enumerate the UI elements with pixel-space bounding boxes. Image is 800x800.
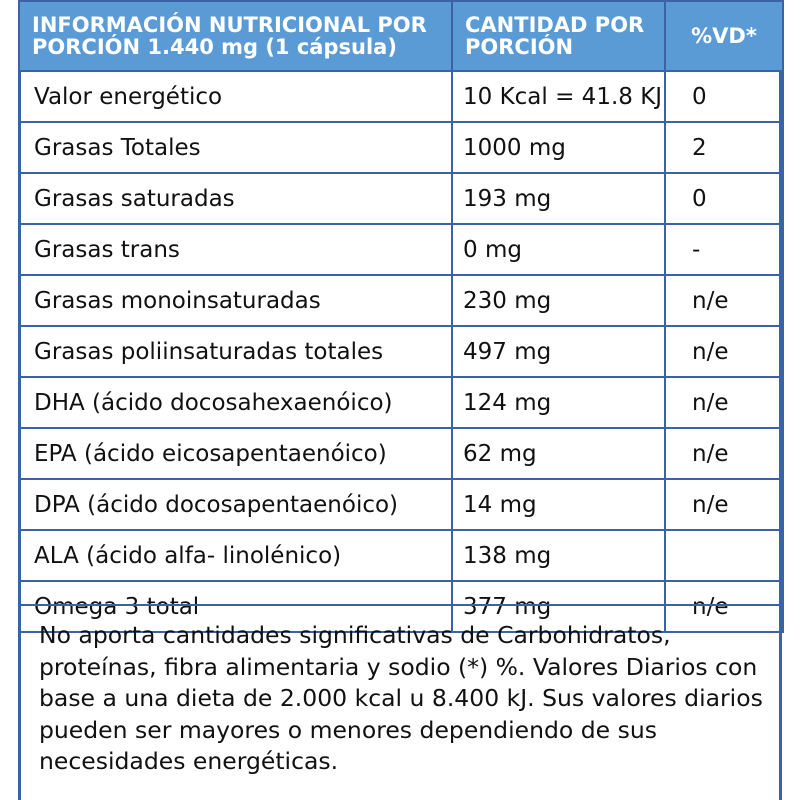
- table-row: [19, 326, 783, 377]
- table-row: [19, 173, 783, 224]
- header-amount-column: CANTIDAD POR PORCIÓN: [452, 1, 665, 71]
- nutrient-daily-value: n/e: [665, 479, 783, 530]
- nutrient-amount: 377 mg: [452, 581, 665, 632]
- nutrient-amount: 138 mg: [452, 530, 665, 581]
- table-row: [19, 530, 783, 581]
- header-nutrient-column: INFORMACIÓN NUTRICIONAL POR PORCIÓN 1.440 mg (1 cápsula): [19, 1, 452, 71]
- nutrient-name: Omega 3 total: [19, 581, 452, 632]
- nutrient-amount: 230 mg: [452, 275, 665, 326]
- nutrient-amount: 1000 mg: [452, 122, 665, 173]
- nutrient-name: Grasas monoinsaturadas: [19, 275, 452, 326]
- nutrient-amount: 124 mg: [452, 377, 665, 428]
- nutrient-daily-value: n/e: [665, 377, 783, 428]
- nutrient-daily-value: 2: [665, 122, 783, 173]
- nutrient-name: DHA (ácido docosahexaenóico): [19, 377, 452, 428]
- nutrient-name: ALA (ácido alfa- linolénico): [19, 530, 452, 581]
- nutrient-amount: 497 mg: [452, 326, 665, 377]
- nutrient-daily-value: 0: [665, 173, 783, 224]
- nutrient-daily-value: -: [665, 224, 783, 275]
- table-row: [19, 377, 783, 428]
- nutrient-daily-value: n/e: [665, 326, 783, 377]
- table-row: [19, 275, 783, 326]
- nutrient-amount: 0 mg: [452, 224, 665, 275]
- table-header-row: [19, 1, 783, 71]
- nutrient-name: Grasas trans: [19, 224, 452, 275]
- header-daily-value-column: %VD*: [665, 1, 783, 71]
- table-row: [19, 224, 783, 275]
- nutrient-daily-value: n/e: [665, 428, 783, 479]
- nutrient-daily-value: n/e: [665, 275, 783, 326]
- nutrient-amount: 193 mg: [452, 173, 665, 224]
- nutrient-name: Grasas poliinsaturadas totales: [19, 326, 452, 377]
- table-row: [19, 122, 783, 173]
- nutrition-facts-table: [18, 0, 784, 633]
- nutrient-daily-value: n/e: [665, 581, 783, 632]
- nutrient-amount: 10 Kcal = 41.8 KJ: [452, 71, 665, 122]
- table-row: [19, 479, 783, 530]
- nutrient-daily-value: [665, 530, 783, 581]
- nutrient-amount: 14 mg: [452, 479, 665, 530]
- table-row: [19, 428, 783, 479]
- nutrient-amount: 62 mg: [452, 428, 665, 479]
- nutrient-daily-value: 0: [665, 71, 783, 122]
- table-row: [19, 71, 783, 122]
- nutrient-name: Grasas Totales: [19, 122, 452, 173]
- nutrient-name: DPA (ácido docosapentaenóico): [19, 479, 452, 530]
- nutrient-name: EPA (ácido eicosapentaenóico): [19, 428, 452, 479]
- nutrient-name: Valor energético: [19, 71, 452, 122]
- footnote-disclaimer: No aporta cantidades significativas de Carbohidratos, proteínas, fibra alimentaria y sodio (*) %. Valores Diarios con base a una dieta de 2.000 kcal u 8.400 kJ. Sus valores diarios pueden ser mayores o menores dependiendo de sus necesidades energéticas.: [18, 604, 782, 800]
- nutrient-name: Grasas saturadas: [19, 173, 452, 224]
